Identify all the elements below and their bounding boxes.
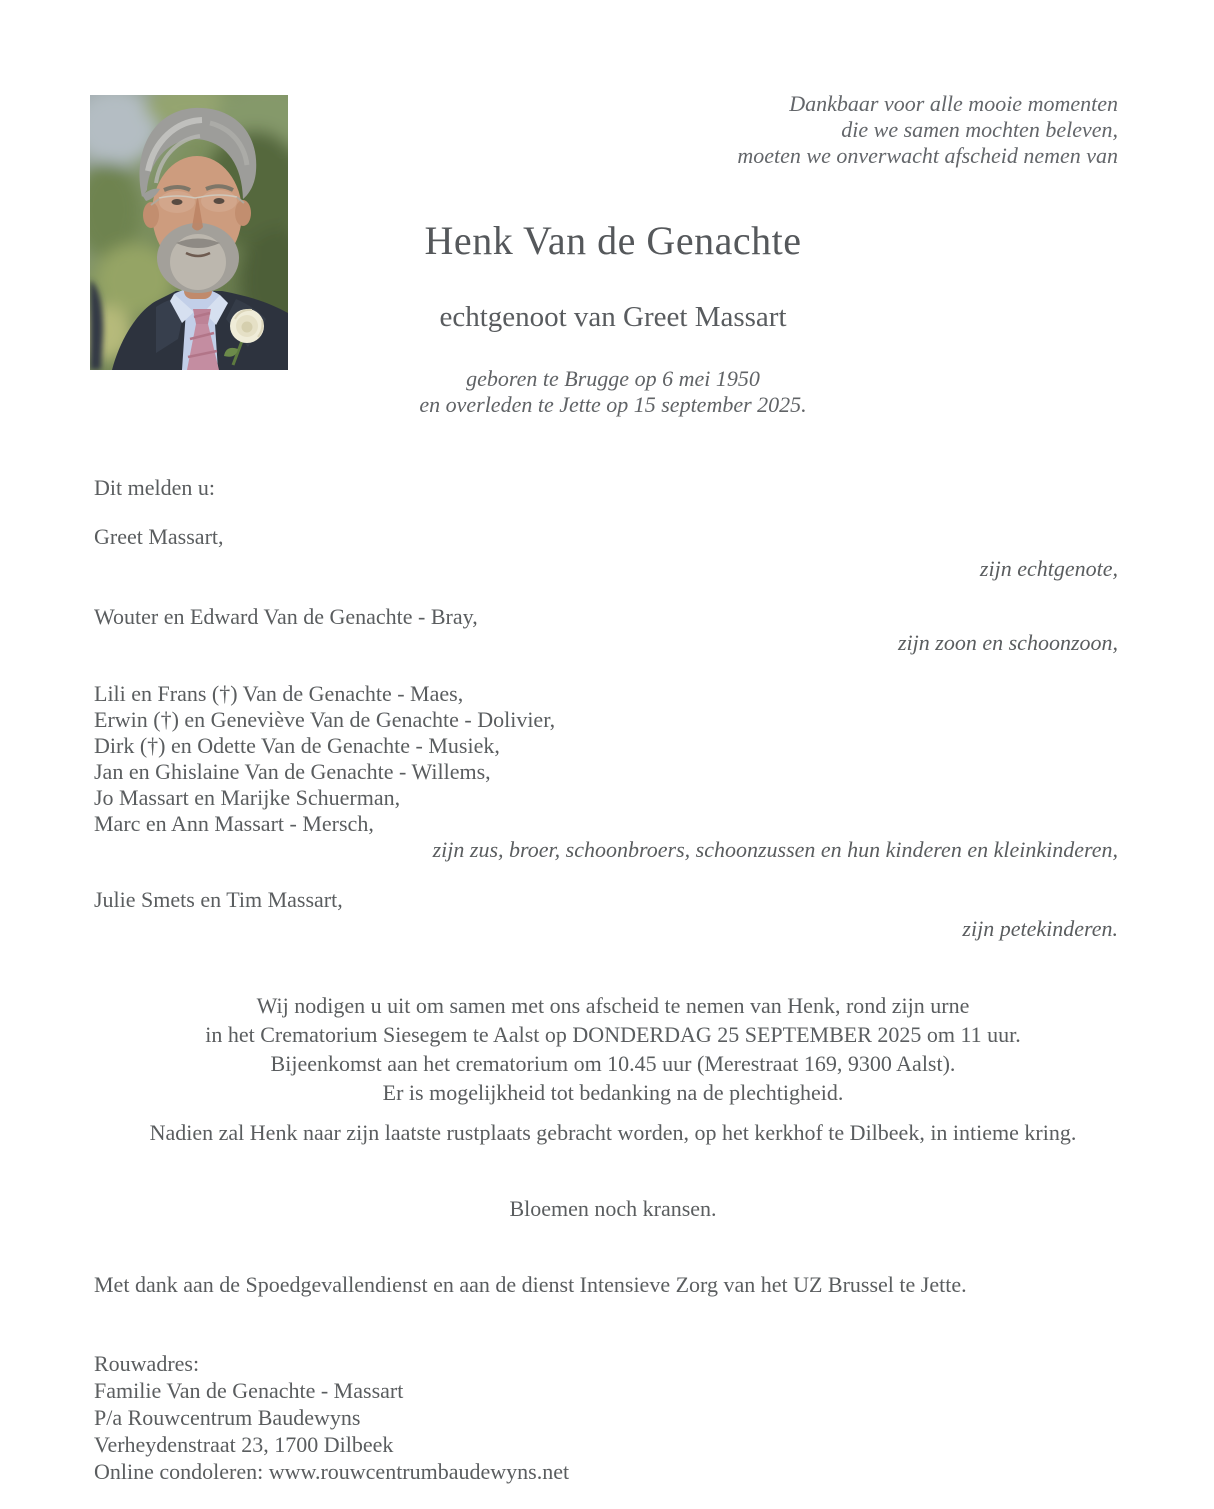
relative-names-children: Wouter en Edward Van de Genachte - Bray, <box>94 604 478 629</box>
opening-quote-line: moeten we onverwacht afscheid nemen van <box>737 143 1118 168</box>
sibling-line: Marc en Ann Massart - Mersch, <box>94 811 374 836</box>
opening-quote-line: die we samen mochten beleven, <box>841 117 1118 142</box>
mourning-address-line: Online condoleren: www.rouwcentrumbaudewyns.net <box>94 1459 570 1484</box>
relative-names-godchildren: Julie Smets en Tim Massart, <box>94 887 343 912</box>
ceremony-line: Bijeenkomst aan het crematorium om 10.45 uur (Merestraat 169, 9300 Aalst). <box>270 1051 956 1076</box>
relative-relation-spouse: zijn echtgenote, <box>979 556 1118 581</box>
mourning-address-label: Rouwadres: <box>94 1351 200 1376</box>
announcement-label: Dit melden u: <box>94 475 215 500</box>
sibling-line: Dirk (†) en Odette Van de Genachte - Musiek, <box>94 733 500 758</box>
death-line: en overleden te Jette op 15 september 2025. <box>419 392 807 417</box>
life-dates <box>12 366 1214 418</box>
deceased-relation: echtgenoot van Greet Massart <box>439 301 787 333</box>
sibling-line: Erwin (†) en Geneviève Van de Genachte - Dolivier, <box>94 707 556 732</box>
sibling-line: Jo Massart en Marijke Schuerman, <box>94 785 401 810</box>
burial-line: Nadien zal Henk naar zijn laatste rustplaats gebracht worden, op het kerkhof te Dilbeek, in intieme kring. <box>149 1120 1077 1145</box>
flowers-line: Bloemen noch kransen. <box>509 1196 717 1221</box>
thanks-line: Met dank aan de Spoedgevallendienst en aan de dienst Intensieve Zorg van het UZ Brussel te Jette. <box>94 1272 967 1297</box>
ceremony-line: Er is mogelijkheid tot bedanking na de plechtigheid. <box>382 1080 844 1105</box>
sibling-line: Jan en Ghislaine Van de Genachte - Willems, <box>94 759 491 784</box>
ceremony-paragraph <box>12 991 1214 1107</box>
opening-quote <box>737 91 1118 169</box>
opening-quote-line: Dankbaar voor alle mooie momenten <box>789 91 1118 116</box>
relative-relation-children: zijn zoon en schoonzoon, <box>898 630 1118 655</box>
mourning-address <box>94 1350 569 1485</box>
relative-names-spouse: Greet Massart, <box>94 524 224 549</box>
birth-line: geboren te Brugge op 6 mei 1950 <box>466 366 760 391</box>
sibling-line: Lili en Frans (†) Van de Genachte - Maes, <box>94 681 464 706</box>
relative-relation-godchildren: zijn petekinderen. <box>962 916 1118 941</box>
deceased-name: Henk Van de Genachte <box>424 218 802 263</box>
mourning-address-line: P/a Rouwcentrum Baudewyns <box>94 1405 361 1430</box>
mourning-address-line: Familie Van de Genachte - Massart <box>94 1378 404 1403</box>
ceremony-line: Wij nodigen u uit om samen met ons afscheid te nemen van Henk, rond zijn urne <box>256 993 970 1018</box>
mourning-address-line: Verheydenstraat 23, 1700 Dilbeek <box>94 1432 394 1457</box>
siblings-list <box>94 681 555 837</box>
ceremony-line: in het Crematorium Siesegem te Aalst op DONDERDAG 25 SEPTEMBER 2025 om 11 uur. <box>205 1022 1021 1047</box>
relative-relation-siblings: zijn zus, broer, schoonbroers, schoonzussen en hun kinderen en kleinkinderen, <box>432 837 1118 862</box>
